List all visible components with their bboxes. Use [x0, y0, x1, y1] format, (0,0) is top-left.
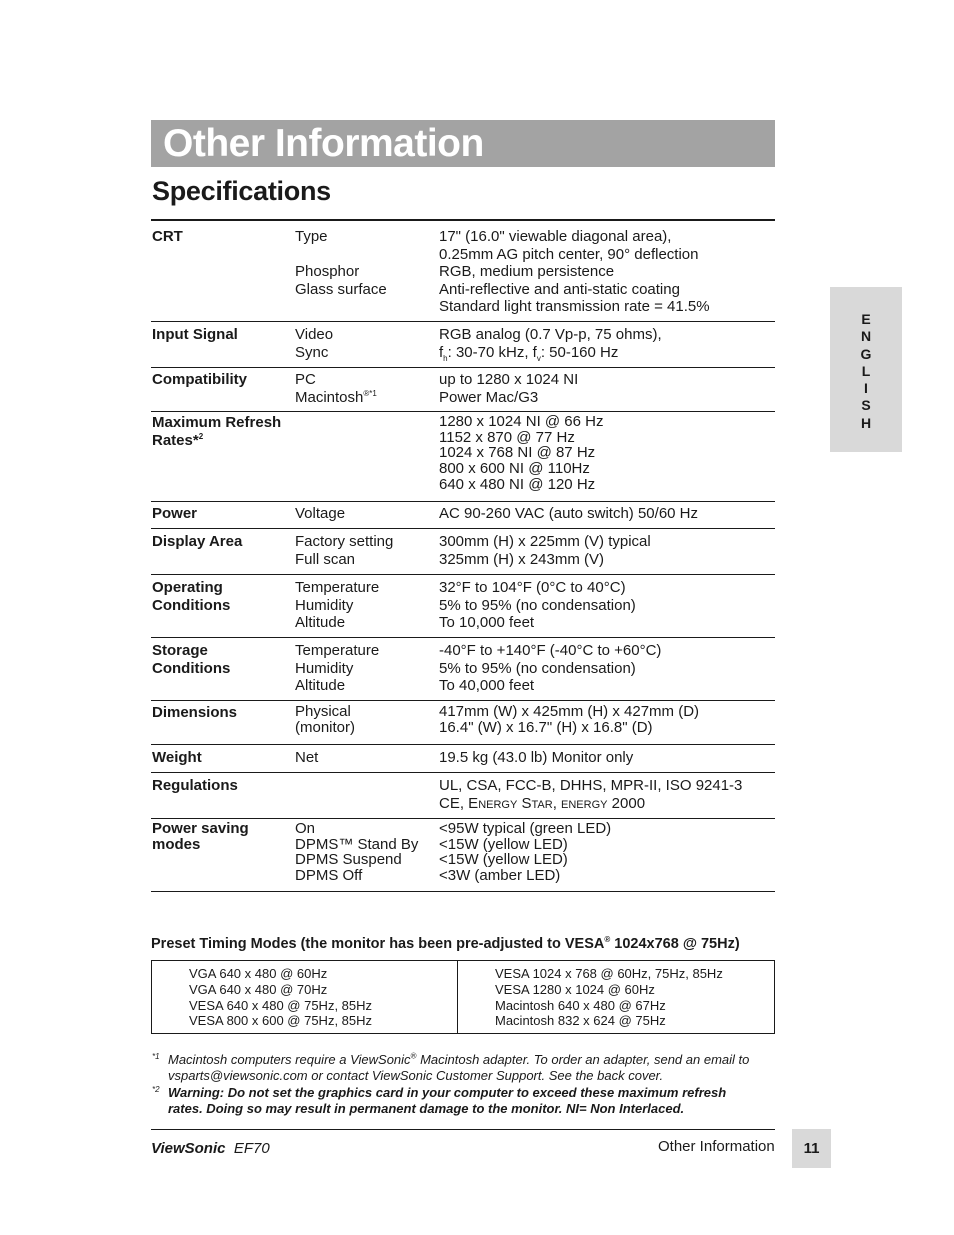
spec-label: Power — [152, 505, 198, 522]
spec-param: DPMS Off — [295, 867, 363, 885]
spec-label: Maximum Refresh — [152, 414, 282, 431]
spec-label: Weight — [152, 749, 202, 766]
spec-value: <95W typical (green LED) — [439, 820, 612, 837]
specifications-table — [151, 219, 775, 892]
spec-value: 1152 x 870 @ 77 Hz — [439, 428, 575, 446]
spec-param: On — [295, 820, 316, 837]
spec-param: Full scan — [295, 550, 356, 568]
spec-row-operating — [151, 575, 775, 638]
preset-column-left — [189, 966, 372, 1029]
spec-label: Regulations — [152, 777, 238, 794]
spec-value: 325mm (H) x 243mm (V) — [439, 550, 605, 568]
spec-value: RGB analog (0.7 Vp-p, 75 ohms), — [439, 326, 662, 343]
spec-param: Type — [295, 228, 328, 245]
spec-label: Conditions — [152, 659, 231, 677]
spec-label: Operating — [152, 579, 223, 596]
tab-letter: L — [861, 362, 871, 379]
preset-mode: VESA 1024 x 768 @ 60Hz, 75Hz, 85Hz — [495, 966, 723, 981]
spec-value: UL, CSA, FCC-B, DHHS, MPR-II, ISO 9241-3 — [439, 777, 743, 794]
spec-row-input-signal — [151, 322, 775, 368]
spec-param: Physical — [295, 703, 351, 720]
footnote-text: Macintosh computers require a ViewSonic® Macintosh adapter. To order an adapter, send an email to — [168, 1051, 750, 1067]
spec-param: DPMS™ Stand By — [295, 835, 419, 853]
spec-row-crt — [151, 221, 775, 322]
spec-label: Display Area — [152, 533, 243, 550]
section-title: Specifications — [152, 176, 331, 206]
spec-value: 17" (16.0" viewable diagonal area), — [439, 228, 672, 245]
spec-row-weight — [151, 745, 775, 773]
title-bar — [151, 120, 775, 167]
spec-label: Compatibility — [152, 371, 248, 388]
spec-param: Temperature — [295, 579, 380, 596]
tab-letter: I — [864, 380, 868, 397]
spec-param: Humidity — [295, 596, 354, 614]
spec-value: To 40,000 feet — [439, 677, 535, 695]
column-divider — [457, 961, 458, 1033]
spec-value: 1024 x 768 NI @ 87 Hz — [439, 444, 596, 462]
spec-row-power — [151, 502, 775, 529]
spec-param: Sync — [295, 343, 329, 361]
spec-param: Humidity — [295, 659, 354, 677]
spec-value: 1280 x 1024 NI @ 66 Hz — [439, 413, 604, 430]
preset-mode: VGA 640 x 480 @ 60Hz — [189, 966, 328, 981]
spec-value-sync: $f_h$: 30-70 kHz, $f_v$: 50-160 Hz — [439, 343, 619, 363]
spec-param: Factory setting — [295, 533, 394, 550]
spec-value: 800 x 600 NI @ 110Hz — [439, 460, 590, 478]
spec-label: modes — [152, 836, 201, 853]
footer-section-name: Other Information — [658, 1138, 775, 1155]
spec-value: AC 90-260 VAC (auto switch) 50/60 Hz — [439, 505, 699, 522]
footnote-mark: *1 — [152, 1052, 160, 1061]
spec-row-regulations — [151, 773, 775, 819]
spec-param: PC — [295, 371, 316, 388]
spec-value: 32°F to 104°F (0°C to 40°C) — [439, 579, 626, 596]
spec-label: Power saving — [152, 820, 249, 837]
spec-value: 19.5 kg (43.0 lb) Monitor only — [439, 749, 634, 766]
preset-mode: Macintosh 832 x 624 @ 75Hz — [495, 1013, 666, 1029]
spec-param: Temperature — [295, 642, 380, 659]
tab-letter: H — [860, 414, 872, 431]
page-title: Other Information — [163, 122, 484, 165]
preset-timing-title: Preset Timing Modes (the monitor has been pre-adjusted to VESA® 1024x768 @ 75Hz) — [151, 935, 740, 952]
spec-row-storage — [151, 638, 775, 701]
spec-label: Input Signal — [152, 326, 238, 343]
spec-row-display-area — [151, 529, 775, 575]
footnote-text: Warning: Do not set the graphics card in your computer to exceed these maximum refresh — [168, 1085, 727, 1100]
spec-value: Standard light transmission rate = 41.5% — [439, 298, 710, 316]
spec-value: -40°F to +140°F (-40°C to +60°C) — [439, 642, 662, 659]
spec-param: Voltage — [295, 505, 346, 522]
tab-letter: E — [861, 311, 871, 327]
spec-param: Altitude — [295, 614, 346, 632]
spec-value: 0.25mm AG pitch center, 90° deflection — [439, 245, 699, 263]
preset-mode: Macintosh 640 x 480 @ 67Hz — [495, 997, 666, 1013]
spec-row-compatibility — [151, 368, 775, 412]
spec-param: Video — [295, 326, 334, 343]
preset-mode: VESA 800 x 600 @ 75Hz, 85Hz — [189, 1013, 373, 1029]
spec-value: 300mm (H) x 225mm (V) typical — [439, 533, 651, 550]
tab-letter: S — [861, 397, 871, 414]
tab-letter: G — [860, 345, 872, 362]
spec-value: <15W (yellow LED) — [439, 835, 568, 853]
spec-value: <15W (yellow LED) — [439, 851, 568, 869]
spec-value: RGB, medium persistence — [439, 263, 615, 281]
spec-value: 5% to 95% (no condensation) — [439, 659, 636, 677]
footnote-text: rates. Doing so may result in permanent damage to the monitor. NI= Non Interlaced. — [168, 1100, 685, 1116]
spec-param: Altitude — [295, 677, 346, 695]
spec-param: Net — [295, 749, 319, 766]
spec-row-power-saving — [151, 819, 775, 892]
preset-mode: VESA 640 x 480 @ 75Hz, 85Hz — [189, 997, 373, 1013]
spec-value: Anti-reflective and anti-static coating — [439, 280, 680, 298]
spec-param: DPMS Suspend — [295, 851, 402, 869]
spec-value: 16.4" (W) x 16.7" (H) x 16.8" (D) — [439, 719, 653, 736]
spec-value: 417mm (W) x 425mm (H) x 427mm (D) — [439, 703, 700, 720]
language-tab — [830, 287, 902, 452]
spec-value: <3W (amber LED) — [439, 867, 561, 885]
tab-letter: N — [860, 328, 872, 345]
spec-param: Macintosh$^{®*1}$ — [295, 388, 377, 406]
spec-value: Power Mac/G3 — [439, 388, 539, 406]
page-number: 11 — [792, 1129, 831, 1168]
preset-mode: VESA 1280 x 1024 @ 60Hz — [495, 981, 655, 997]
preset-timing-table — [151, 960, 775, 1034]
preset-column-right — [495, 966, 723, 1029]
spec-label: CRT — [152, 228, 183, 245]
spec-value: CE, ENERGY STAR, ENERGY 2000 — [439, 794, 646, 812]
spec-param: Glass surface — [295, 280, 387, 298]
spec-value: To 10,000 feet — [439, 614, 535, 632]
footnote-text: vsparts@viewsonic.com or contact ViewSonic Customer Support. See the back cover. — [168, 1067, 664, 1083]
spec-param: Phosphor — [295, 263, 360, 281]
footer-divider — [151, 1129, 775, 1130]
footer-brand: ViewSonic EF70 — [151, 1140, 270, 1157]
spec-label: Storage — [152, 642, 208, 659]
spec-label: Conditions — [152, 596, 231, 614]
spec-row-max-refresh — [151, 412, 775, 502]
spec-param: (monitor) — [295, 719, 356, 736]
footnote-mark: *2 — [152, 1085, 160, 1094]
preset-mode: VGA 640 x 480 @ 70Hz — [189, 981, 328, 997]
spec-value: 640 x 480 NI @ 120 Hz — [439, 475, 596, 493]
spec-row-dimensions — [151, 701, 775, 745]
spec-label: Dimensions — [152, 704, 238, 721]
spec-value: up to 1280 x 1024 NI — [439, 371, 579, 388]
spec-value: 5% to 95% (no condensation) — [439, 596, 636, 614]
spec-label: Rates*$^2$ — [152, 431, 204, 449]
